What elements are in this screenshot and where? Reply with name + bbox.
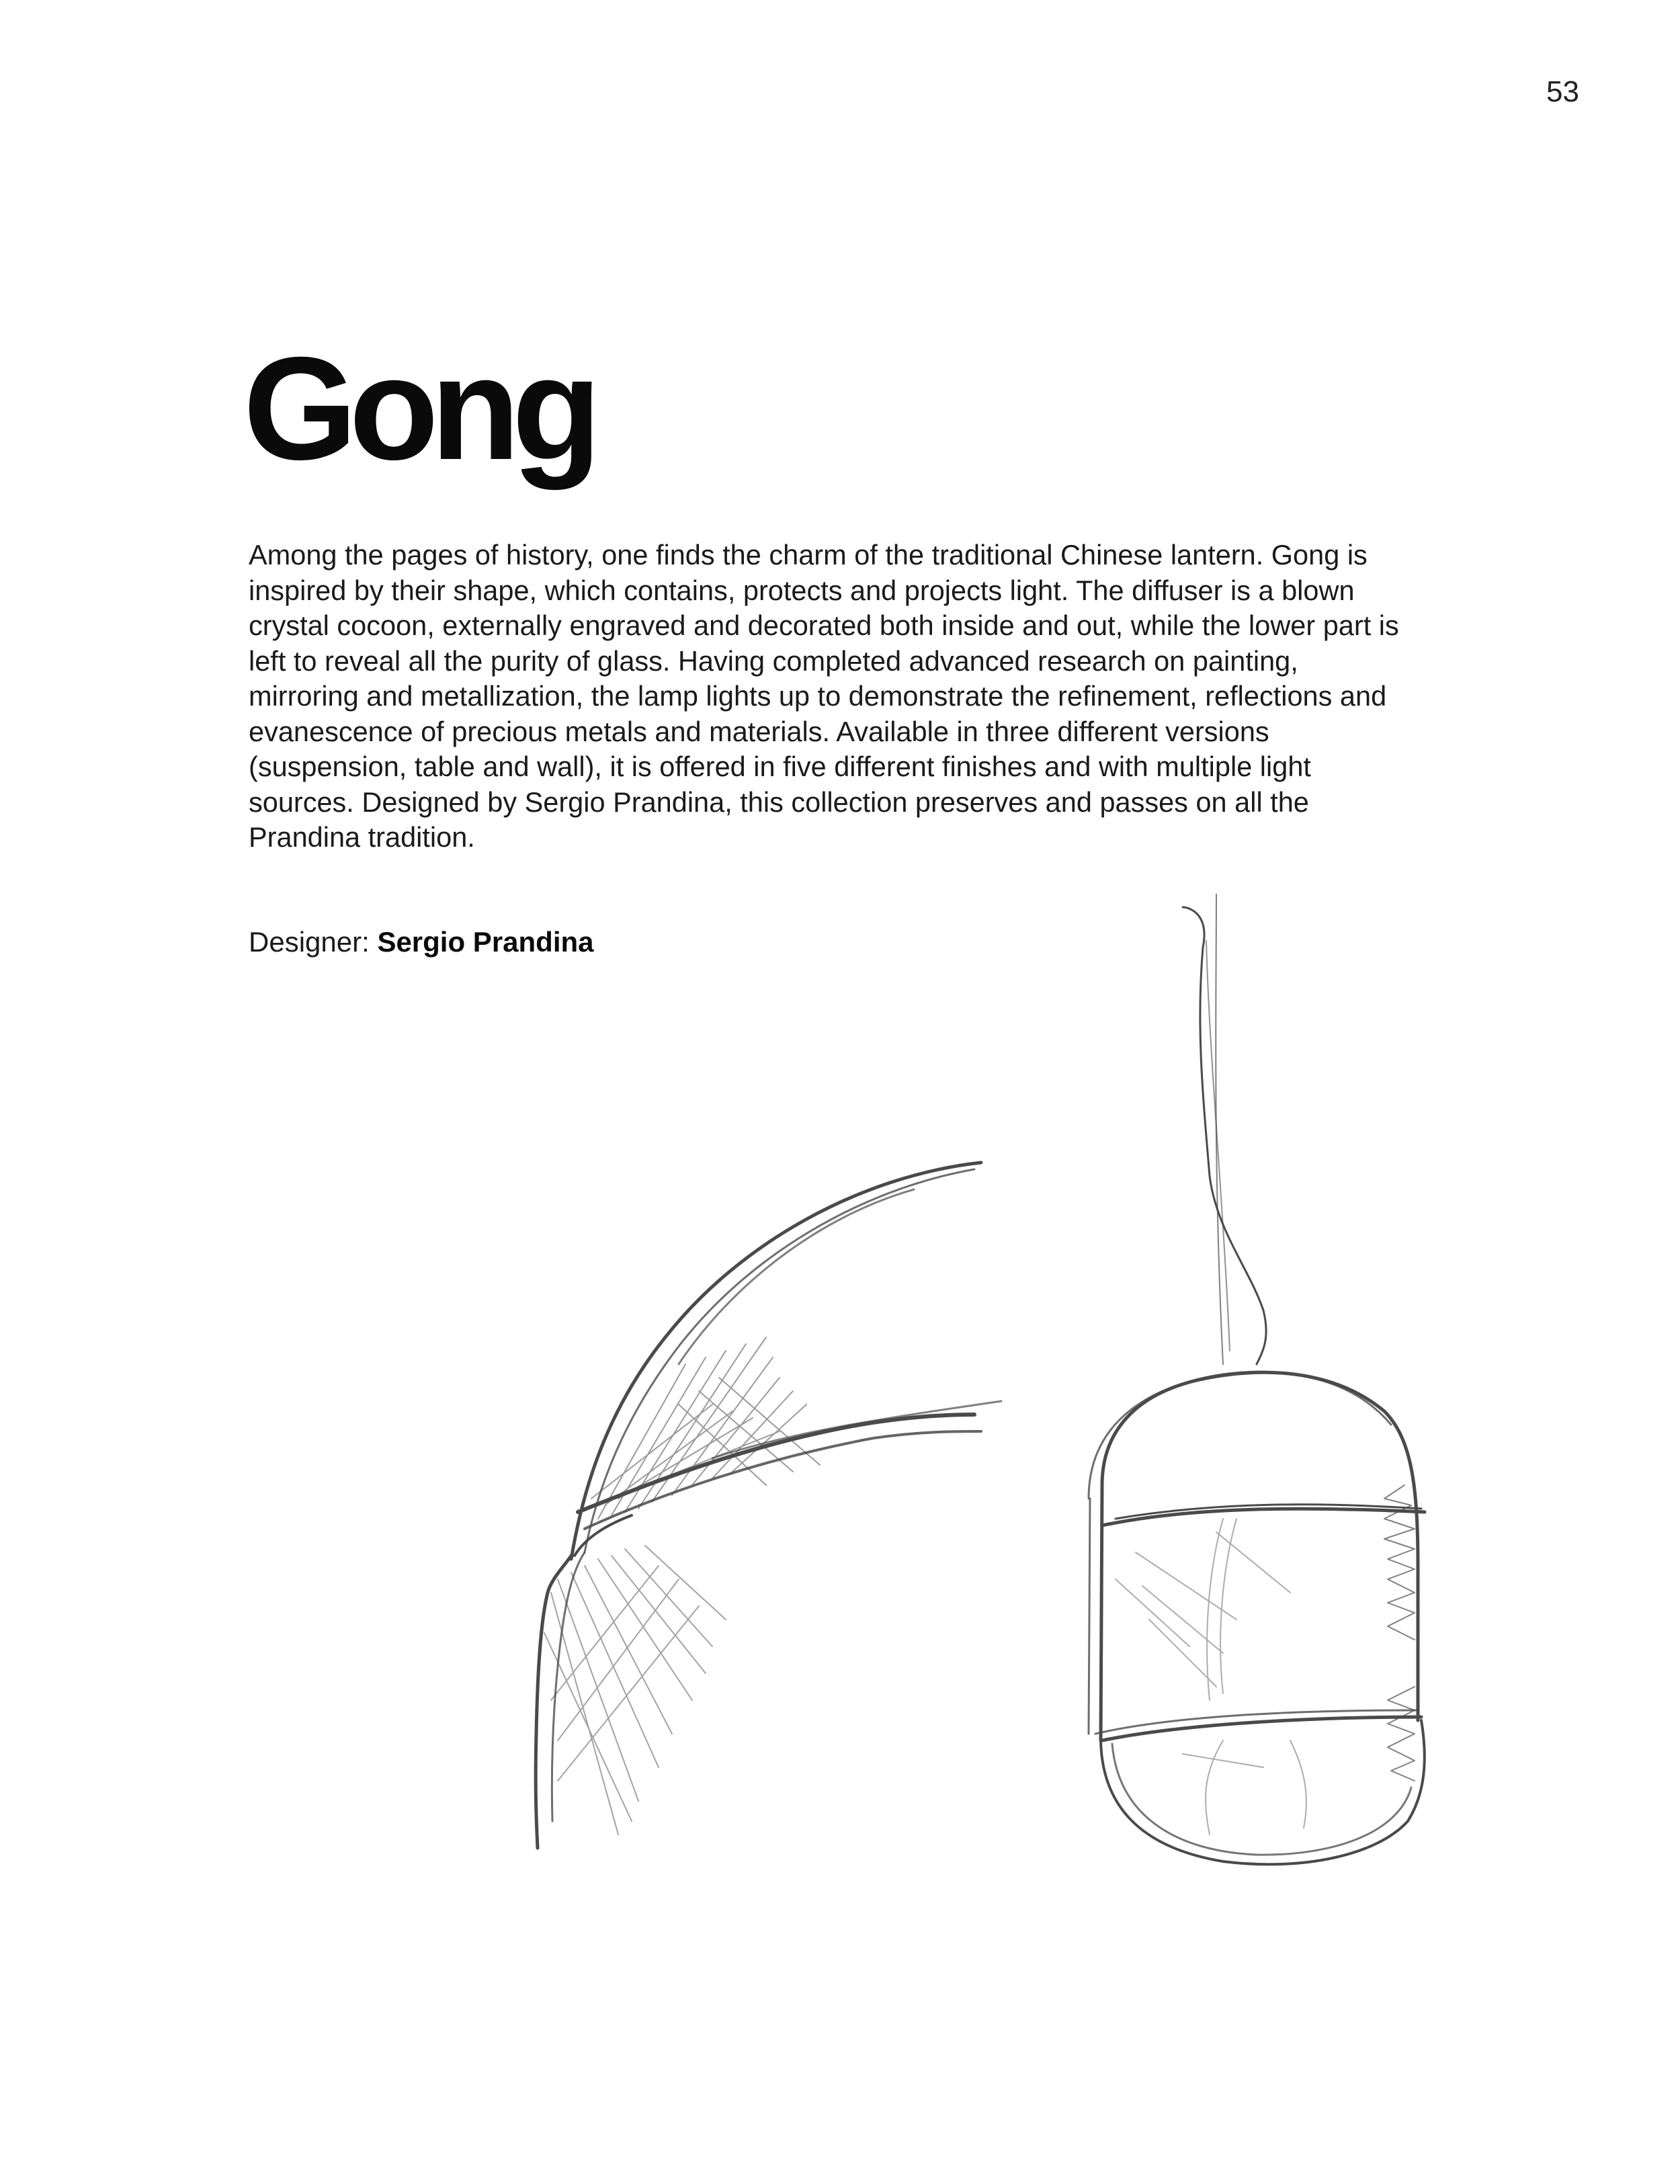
page-number: 53 xyxy=(1546,75,1579,108)
pendant-lamp-sketch-icon xyxy=(1089,894,1425,1864)
lamp-sketch-icon xyxy=(511,894,1465,1929)
designer-label: Designer: xyxy=(249,926,370,958)
wall-lamp-sketch-icon xyxy=(536,1163,1001,1848)
designer-name: Sergio Prandina xyxy=(377,926,594,958)
product-description: Among the pages of history, one finds the charm of the traditional Chinese lantern. Gong is inspired by their shape, which contains, protects and projects light. The diffuser is a blown crystal cocoon, externally engraved and decorated both inside and out, while the lower part is left to reveal all the purity of glass. Having completed advanced research on painting, mirroring and metallization, the lamp lights up to demonstrate the refinement, reflections and evanescence of precious metals and materials. Available in three different versions (suspension, table and wall), it is offered in five different finishes and with multiple light sources. Designed by Sergio Prandina, this collection preserves and passes on all the Prandina tradition. xyxy=(249,539,1399,853)
page-title: Gong xyxy=(243,327,594,491)
